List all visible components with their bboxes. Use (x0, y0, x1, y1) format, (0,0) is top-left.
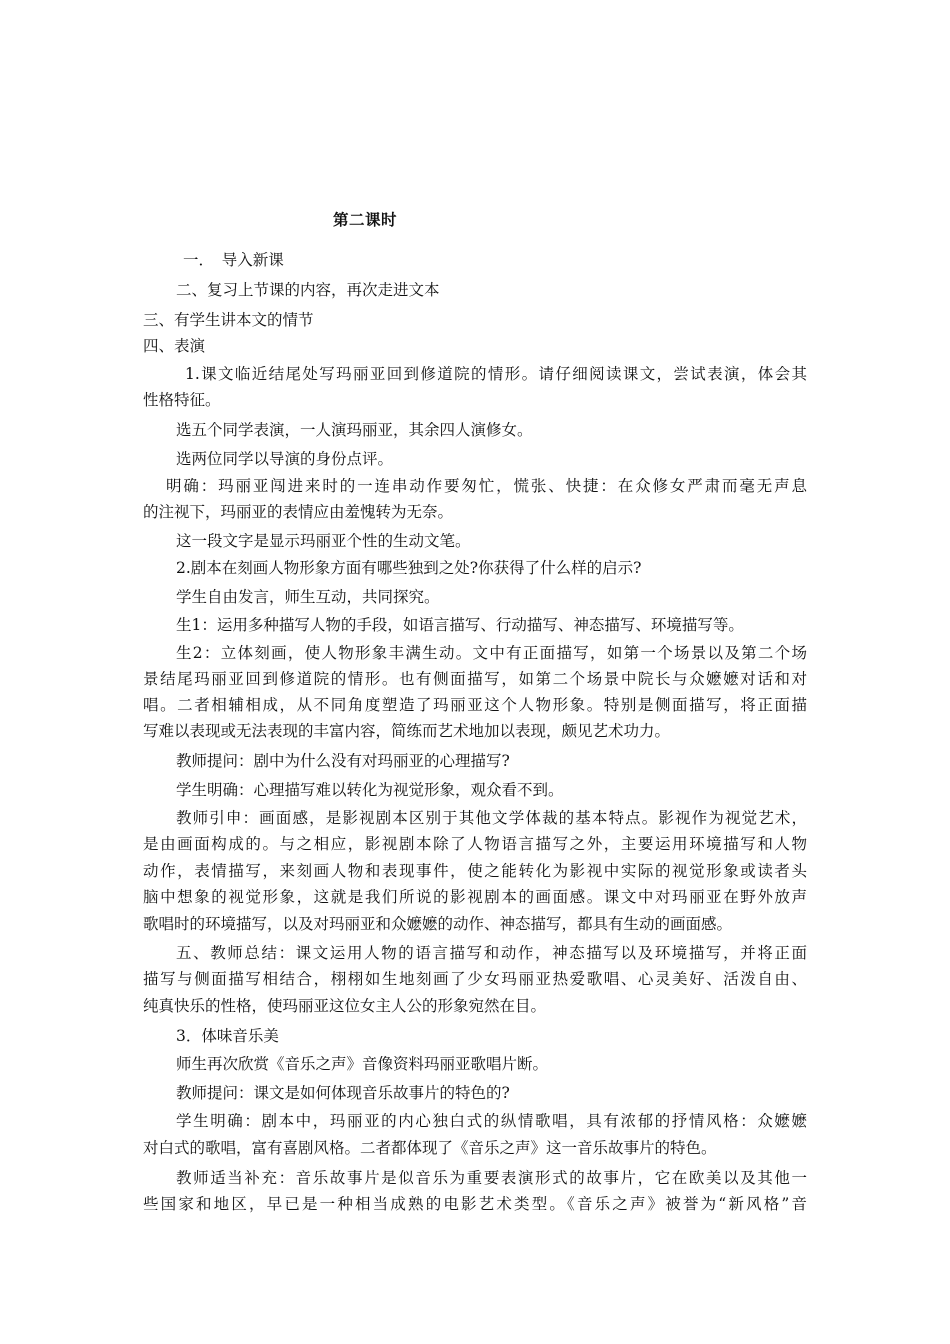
text-line: 2.剧本在刻画人物形象方面有哪些独到之处?你获得了什么样的启示? (176, 559, 642, 577)
text-line: 一． 导入新课 (183, 251, 284, 269)
text-line: 些国家和地区，早已是一种相当成熟的电影艺术类型。《音乐之声》被誉为“新风格”音 (143, 1195, 807, 1213)
page-title: 第二课时 (333, 211, 398, 229)
text-line: 学生明确：剧本中，玛丽亚的内心独白式的纵情歌唱，具有浓郁的抒情风格：众嬷嬷 (176, 1112, 807, 1130)
text-line: 生2：立体刻画，使人物形象丰满生动。文中有正面描写，如第一个场景以及第二个场 (176, 644, 807, 662)
text-line: 性格特征。 (143, 391, 221, 409)
text-line: 教师引申：画面感，是影视剧本区别于其他文学体裁的基本特点。影视作为视觉艺术， (176, 809, 807, 827)
text-line: 歌唱时的环境描写，以及对玛丽亚和众嬷嬷的动作、神态描写，都具有生动的画面感。 (143, 915, 733, 933)
text-line: 描写与侧面描写相结合，栩栩如生地刻画了少女玛丽亚热爱歌唱、心灵美好、活泼自由、 (143, 970, 807, 988)
text-line: 四、表演 (143, 337, 206, 355)
text-line: 生1：运用多种描写人物的手段，如语言描写、行动描写、神态描写、环境描写等。 (176, 616, 744, 634)
text-line: 对白式的歌唱，富有喜剧风格。二者都体现了《音乐之声》这一音乐故事片的特色。 (143, 1139, 717, 1157)
text-line: 3．体味音乐美 (176, 1027, 279, 1045)
text-line: 这一段文字是显示玛丽亚个性的生动文笔。 (176, 532, 471, 550)
text-line: 脑中想象的视觉形象，这就是我们所说的影视剧本的画面感。课文中对玛丽亚在野外放声 (143, 888, 807, 906)
text-line: 选两位同学以导演的身份点评。 (176, 450, 394, 468)
text-line: 选五个同学表演，一人演玛丽亚，其余四人演修女。 (176, 421, 533, 439)
text-line: 三、有学生讲本文的情节 (143, 311, 314, 329)
text-line: 师生再次欣赏《音乐之声》音像资料玛丽亚歌唱片断。 (176, 1055, 549, 1073)
text-line: 教师适当补充：音乐故事片是似音乐为重要表演形式的故事片，它在欧美以及其他一 (176, 1169, 807, 1187)
text-line: 明确：玛丽亚闯进来时的一连串动作要匆忙，慌张、快捷：在众修女严肃而毫无声息 (166, 477, 807, 495)
text-line: 学生明确：心理描写难以转化为视觉形象，观众看不到。 (176, 781, 564, 799)
text-line: 二、复习上节课的内容，再次走进文本 (176, 281, 440, 299)
text-line: 纯真快乐的性格，使玛丽亚这位女主人公的形象宛然在目。 (143, 997, 547, 1015)
text-line: 教师提问：课文是如何体现音乐故事片的特色的? (176, 1084, 510, 1102)
text-line: 动作，表情描写，来刻画人物和表现事件，使之能转化为影视中实际的视觉形象或读者头 (143, 862, 807, 880)
text-line: 写难以表现或无法表现的丰富内容，简练而艺术地加以表现，颇见艺术功力。 (143, 722, 671, 740)
text-line: 唱。二者相辅相成，从不同角度塑造了玛丽亚这个人物形象。特别是侧面描写，将正面描 (143, 696, 807, 714)
text-line: 是由画面构成的。与之相应，影视剧本除了人物语言描写之外，主要运用环境描写和人物 (143, 835, 807, 853)
text-line: 学生自由发言，师生互动，共同探究。 (176, 588, 440, 606)
text-line: 五、教师总结：课文运用人物的语言描写和动作，神态描写以及环境描写，并将正面 (176, 944, 807, 962)
text-line: 教师提问：剧中为什么没有对玛丽亚的心理描写? (176, 752, 510, 770)
text-line: 的注视下，玛丽亚的表情应由羞愧转为无奈。 (143, 503, 454, 521)
text-line: 1.课文临近结尾处写玛丽亚回到修道院的情形。请仔细阅读课文，尝试表演，体会其 (185, 365, 807, 383)
text-line: 景结尾玛丽亚回到修道院的情形。也有侧面描写，如第二个场景中院长与众嬷嬷对话和对 (143, 670, 807, 688)
